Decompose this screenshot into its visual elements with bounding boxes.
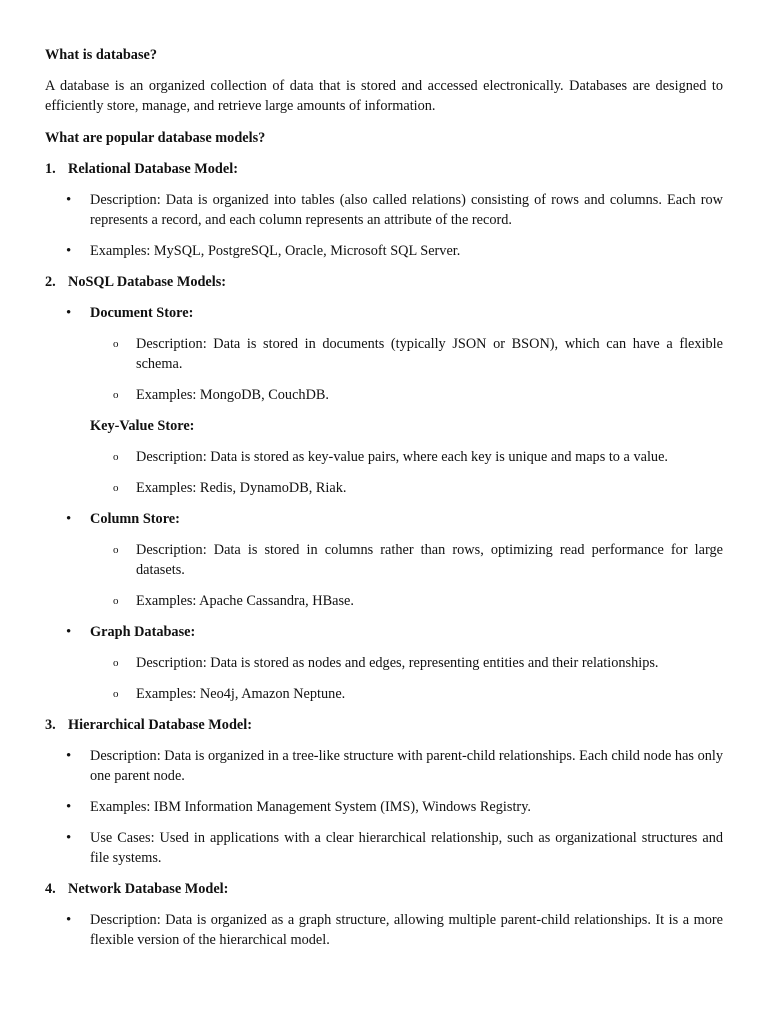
- bullet-marker: •: [66, 830, 72, 846]
- list-item: Description: Data is stored in columns rather than rows, optimizing read performance for large datasets.: [136, 542, 723, 578]
- list-item: Examples: Apache Cassandra, HBase.: [136, 593, 354, 609]
- list-item: Examples: IBM Information Management System (IMS), Windows Registry.: [90, 799, 531, 815]
- circle-marker: o: [113, 451, 119, 463]
- bullet-marker: •: [66, 192, 72, 208]
- section-number: 3.: [45, 717, 56, 733]
- section-number: 2.: [45, 274, 56, 290]
- circle-marker: o: [113, 482, 119, 494]
- bullet-marker: •: [66, 243, 72, 259]
- section-title-network: Network Database Model:: [68, 881, 229, 897]
- circle-marker: o: [113, 544, 119, 556]
- section-title-relational: Relational Database Model:: [68, 161, 238, 177]
- bullet-marker: •: [66, 912, 72, 928]
- subsection-title-document-store: Document Store:: [90, 305, 194, 321]
- section-title-hierarchical: Hierarchical Database Model:: [68, 717, 252, 733]
- list-item: Description: Data is stored in documents (typically JSON or BSON), which can have a flexible schema.: [136, 336, 723, 372]
- subsection-title-graph-database: Graph Database:: [90, 624, 196, 640]
- list-item: Examples: MySQL, PostgreSQL, Oracle, Microsoft SQL Server.: [90, 243, 461, 259]
- bullet-marker: •: [66, 624, 72, 640]
- intro-paragraph: A database is an organized collection of data that is stored and accessed electronically. Databases are designed to efficiently store, manage, and retrieve large amounts of information.: [45, 78, 723, 114]
- bullet-marker: •: [66, 511, 72, 527]
- list-item: Use Cases: Used in applications with a clear hierarchical relationship, such as organizational structures and file systems.: [90, 830, 723, 866]
- list-item: Description: Data is organized into tables (also called relations) consisting of rows and columns. Each row represents a record, and each column represents an attribute of the record.: [90, 192, 723, 228]
- bullet-marker: •: [66, 799, 72, 815]
- heading-what-is-database: What is database?: [45, 47, 158, 63]
- list-item: Description: Data is stored as key-value pairs, where each key is unique and maps to a value.: [136, 449, 668, 465]
- heading-popular-models: What are popular database models?: [45, 130, 266, 146]
- list-item: Description: Data is organized in a tree-like structure with parent-child relationships. Each child node has only one parent node.: [90, 748, 723, 784]
- list-item: Examples: MongoDB, CouchDB.: [136, 387, 330, 403]
- subsection-title-key-value-store: Key-Value Store:: [90, 418, 195, 434]
- section-number: 1.: [45, 161, 56, 177]
- circle-marker: o: [113, 688, 119, 700]
- list-item: Description: Data is organized as a graph structure, allowing multiple parent-child relationships. It is a more flexible version of the hierarchical model.: [90, 912, 723, 948]
- bullet-marker: •: [66, 305, 72, 321]
- subsection-title-column-store: Column Store:: [90, 511, 180, 527]
- circle-marker: o: [113, 389, 119, 401]
- list-item: Examples: Redis, DynamoDB, Riak.: [136, 480, 347, 496]
- list-item: Description: Data is stored as nodes and edges, representing entities and their relationships.: [136, 655, 659, 671]
- circle-marker: o: [113, 338, 119, 350]
- circle-marker: o: [113, 595, 119, 607]
- section-title-nosql: NoSQL Database Models:: [68, 274, 227, 290]
- section-number: 4.: [45, 881, 56, 897]
- circle-marker: o: [113, 657, 119, 669]
- list-item: Examples: Neo4j, Amazon Neptune.: [136, 686, 346, 702]
- bullet-marker: •: [66, 748, 72, 764]
